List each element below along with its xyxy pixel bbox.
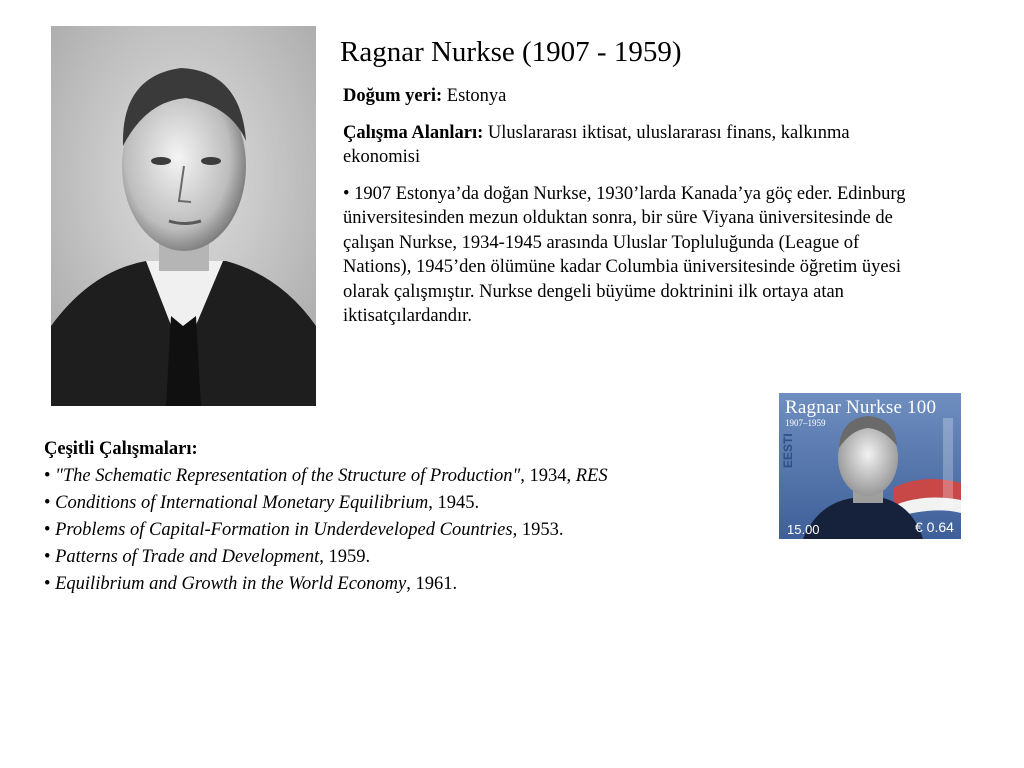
biography-text: • 1907 Estonya’da doğan Nurkse, 1930’larda Kanada’ya göç eder. Edinburg üniversitesinden mezun olduktan sonra, bir süre Viyana üniversitesinde de çalışan Nurkse, 1934-1945 arasında Uluslar Topluluğunda (League of Nations), 1945’den ölümüne kadar Columbia üniversitesinde öğretim üyesi olarak çalışmıştır. Nurkse dengeli büyüme doktrinini ilk ortaya atan iktisatçılardandır.	[343, 183, 906, 326]
work-year: 1934,	[524, 466, 576, 486]
stamp-title: Ragnar Nurkse 100	[785, 397, 937, 418]
birthplace-label: Doğum yeri:	[343, 86, 443, 106]
work-item	[44, 544, 764, 571]
work-title: Problems of Capital-Formation in Underdeveloped Countries	[55, 520, 513, 540]
work-item	[44, 571, 764, 598]
fields-label: Çalışma Alanları:	[343, 122, 484, 143]
stamp-price: 15.00	[787, 522, 820, 537]
stamp-euro-price: € 0.64	[915, 519, 954, 535]
stamp-country: EESTI	[781, 433, 795, 468]
work-year: , 1961.	[406, 574, 458, 594]
work-item	[44, 517, 764, 544]
works-heading: Çeşitli Çalışmaları:	[44, 439, 198, 459]
work-year: , 1959.	[319, 547, 371, 567]
works-section	[44, 436, 764, 598]
work-title: Equilibrium and Growth in the World Economy	[55, 574, 407, 594]
postage-stamp	[773, 388, 967, 544]
work-year: , 1953.	[512, 520, 564, 540]
work-item	[44, 463, 764, 490]
work-item	[44, 490, 764, 517]
fields-value: Uluslararası iktisat, uluslararası finans, kalkınma ekonomisi	[343, 122, 850, 167]
info-panel	[343, 84, 918, 341]
work-title: "The Schematic Representation of the Structure of Production",	[55, 466, 525, 486]
works-list	[44, 463, 764, 598]
work-journal: RES	[575, 466, 608, 486]
birthplace-line	[343, 84, 918, 109]
page-title: Ragnar Nurkse (1907 - 1959)	[340, 36, 682, 68]
portrait-photo	[51, 26, 316, 406]
work-title: Conditions of International Monetary Equilibrium	[55, 493, 429, 513]
work-year: , 1945.	[428, 493, 480, 513]
work-title: Patterns of Trade and Development	[55, 547, 320, 567]
birthplace-value: Estonya	[446, 86, 507, 106]
fields-line	[343, 121, 918, 170]
stamp-years: 1907–1959	[785, 418, 826, 428]
